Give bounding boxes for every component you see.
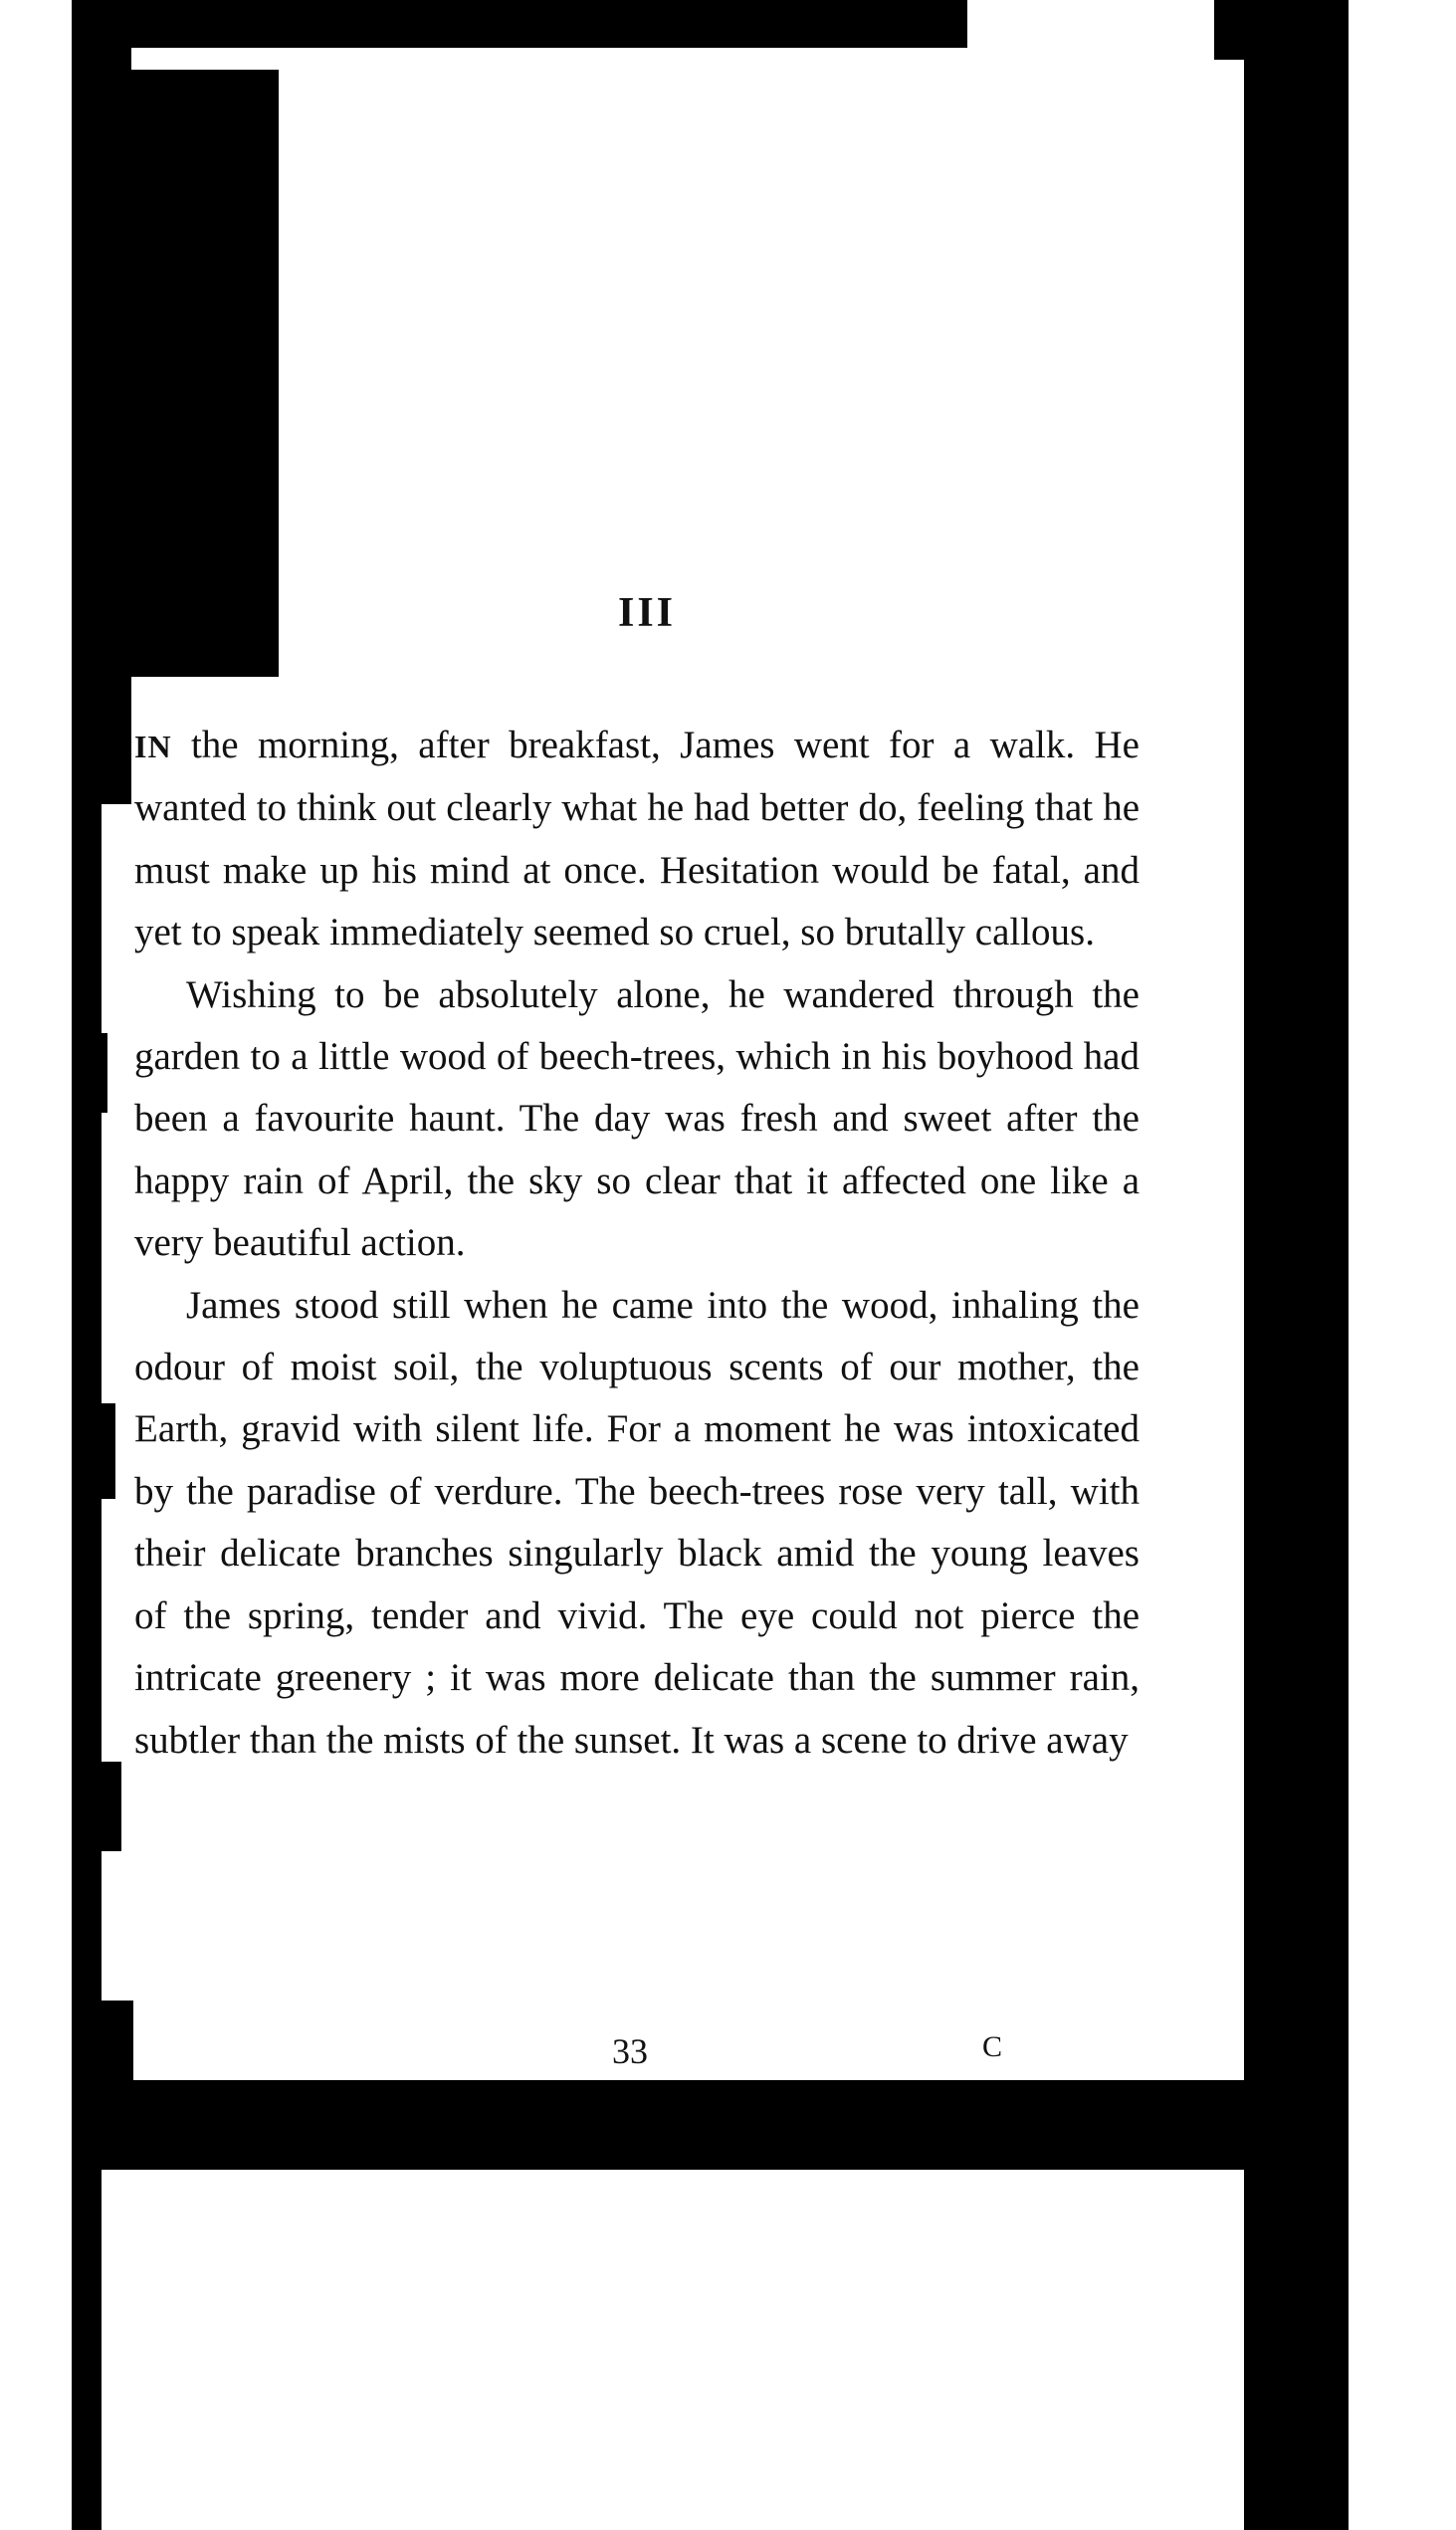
signature-mark: C [982, 2030, 1003, 2063]
page-number: 33 [612, 2031, 648, 2071]
scan-margin-mark-1 [78, 1033, 107, 1113]
chapter-heading: III [617, 590, 677, 636]
paragraph-3-text: James stood still when he came into the wood, inhaling the odour of moist soil, the voluptuous scents of our mother, the Earth, gravid with silent life. For a moment he was intoxicated by the paradise of verdure. The beech-trees rose very tall, with their delicate branches singularly black amid the young leaves of the spring, tender and vivid. The eye could not pierce the intricate greenery ; it was more delicate than the summer rain, subtler than the mists of the sunset. It was a scene to drive away [134, 1283, 1140, 1762]
scan-border-left-notch [129, 70, 279, 468]
paragraph-2 [134, 964, 1140, 1275]
scan-border-bottom [72, 2080, 1349, 2170]
scan-border-top [72, 0, 967, 48]
scan-margin-mark-2 [78, 1403, 115, 1499]
page-footer [134, 2030, 1140, 2080]
dropcap: IN [134, 729, 172, 764]
scan-border-left-upper [72, 48, 131, 804]
paragraph-1-text: the morning, after breakfast, James went for a walk. He wanted to think out clearly what he had better do, feeling that he must make up his mind at once. Hesitation would be fatal, and yet to speak immediately seemed so cruel, so brutally callous. [134, 724, 1140, 954]
scan-margin-mark-4 [74, 2001, 133, 2120]
paragraph-1 [134, 715, 1140, 964]
scan-border-left-notch-2 [129, 468, 279, 677]
scan-margin-mark-3 [74, 1762, 121, 1851]
body-text [134, 715, 1140, 1772]
paragraph-2-text: Wishing to be absolutely alone, he wandered through the garden to a little wood of beech-trees, which in his boyhood had been a favourite haunt. The day was fresh and sweet after the happy rain of April, the sky so clear that it affected one like a very beautiful action. [134, 972, 1140, 1265]
paragraph-3 [134, 1275, 1140, 1772]
